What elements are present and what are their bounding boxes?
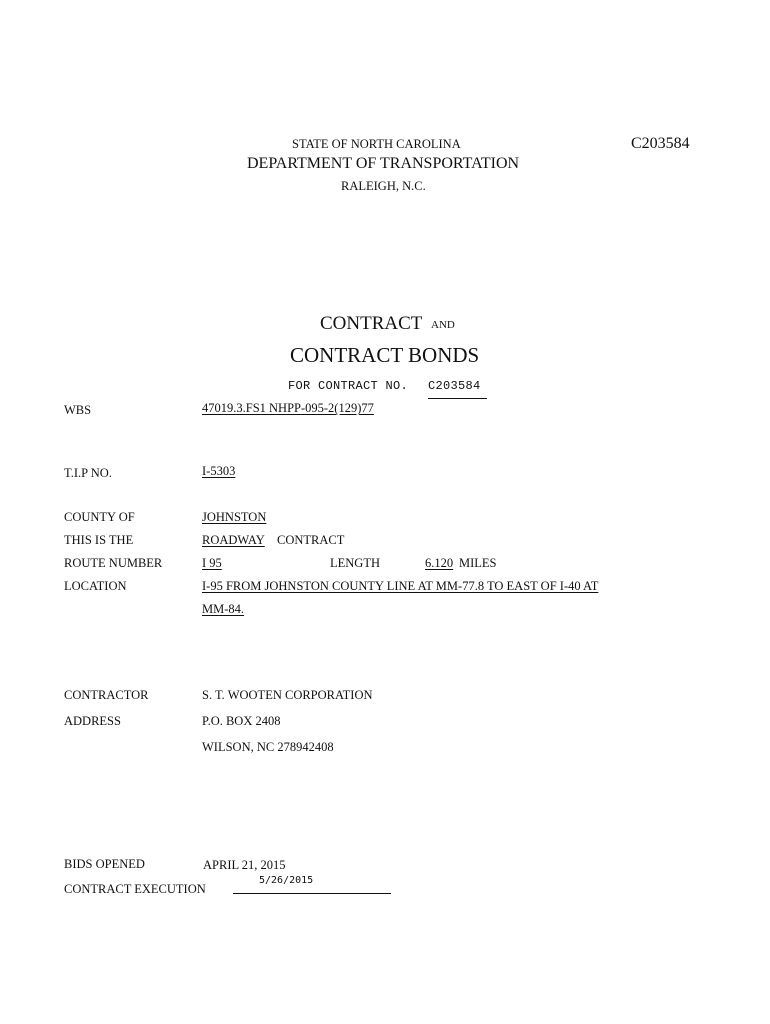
- and-word: AND: [431, 319, 455, 331]
- route-label: ROUTE NUMBER: [64, 556, 163, 570]
- contract-bonds-title: CONTRACT BONDS: [290, 343, 480, 367]
- bids-opened-label: BIDS OPENED: [64, 857, 145, 871]
- address-line1: P.O. BOX 2408: [202, 714, 281, 728]
- contract-execution-date: 5/26/2015: [259, 875, 314, 886]
- execution-signature-line: [233, 893, 391, 894]
- contract-type-label: THIS IS THE: [64, 533, 134, 547]
- city-heading: RALEIGH, N.C.: [341, 179, 426, 193]
- location-line2: MM-84.: [202, 602, 245, 616]
- document-number: C203584: [631, 135, 690, 152]
- for-contract-label: FOR CONTRACT NO.: [288, 379, 409, 393]
- contractor-value: S. T. WOOTEN CORPORATION: [202, 688, 373, 702]
- length-unit: MILES: [459, 556, 497, 570]
- route-value: I 95: [202, 556, 222, 570]
- tip-value: I-5303: [202, 464, 236, 478]
- wbs-value: 47019.3.FS1 NHPP-095-2(129)77: [202, 401, 374, 415]
- tip-label: T.I.P NO.: [64, 466, 112, 480]
- length-label: LENGTH: [330, 556, 380, 570]
- bids-opened-value: APRIL 21, 2015: [203, 858, 286, 872]
- state-heading: STATE OF NORTH CAROLINA: [292, 137, 461, 151]
- location-label: LOCATION: [64, 579, 127, 593]
- address-line2: WILSON, NC 278942408: [202, 740, 334, 754]
- length-value: 6.120: [425, 556, 454, 570]
- contract-title: CONTRACT: [320, 313, 423, 334]
- contract-execution-label: CONTRACT EXECUTION: [64, 882, 206, 896]
- location-line1: I-95 FROM JOHNSTON COUNTY LINE AT MM-77.8 TO EAST OF I-40 AT: [202, 579, 599, 593]
- address-label: ADDRESS: [64, 714, 121, 728]
- contract-type-suffix: CONTRACT: [277, 533, 345, 547]
- wbs-label: WBS: [64, 403, 92, 417]
- county-label: COUNTY OF: [64, 510, 135, 524]
- for-contract-number: C203584: [428, 379, 481, 393]
- contract-type-value: ROADWAY: [202, 533, 265, 547]
- department-heading: DEPARTMENT OF TRANSPORTATION: [247, 155, 520, 172]
- contractor-label: CONTRACTOR: [64, 688, 149, 702]
- county-value: JOHNSTON: [202, 510, 267, 524]
- contract-number-underline: [428, 398, 487, 399]
